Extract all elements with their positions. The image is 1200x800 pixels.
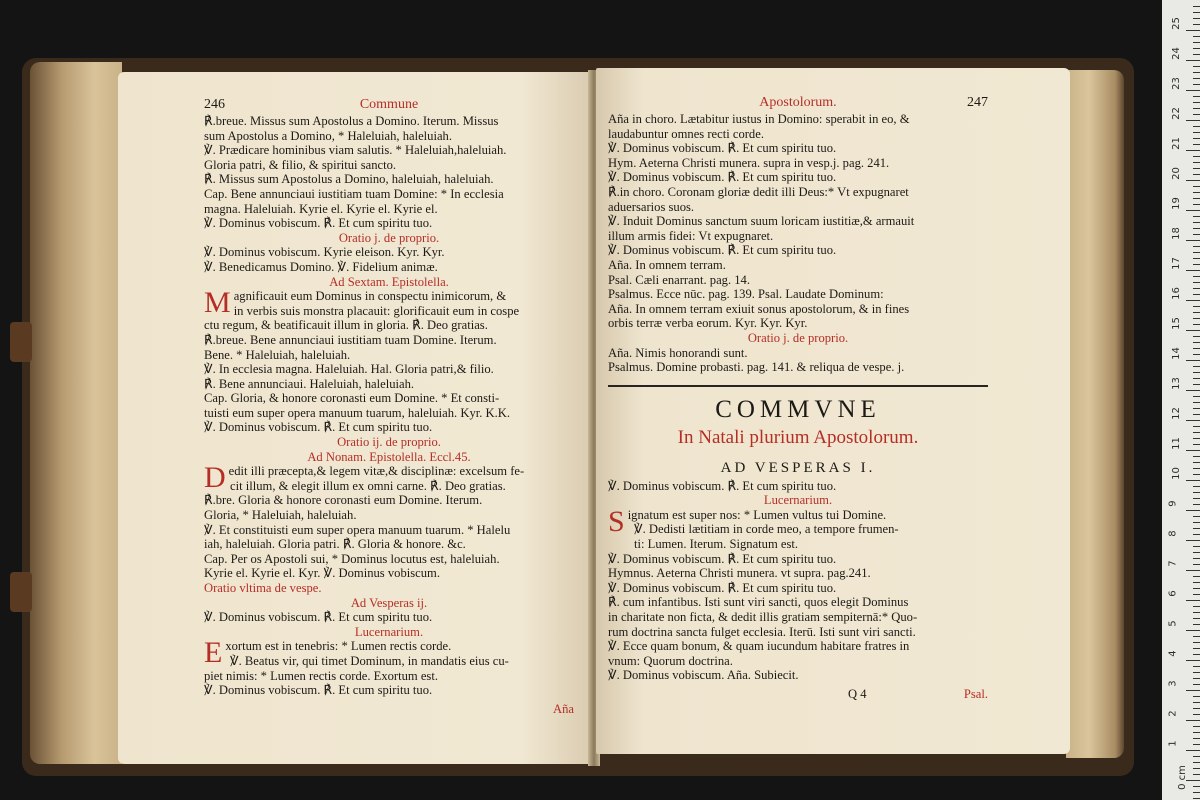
text-line: ℣. Beatus vir, qui timet Dominum, in mandatis eius cu- xyxy=(230,653,509,668)
ruler-tick xyxy=(1186,720,1200,721)
ruler-tick xyxy=(1193,414,1200,415)
ruler-tick xyxy=(1193,336,1200,337)
text-line: ℟.bre. Gloria & honore coronasti eum Domine. Iterum. xyxy=(204,493,483,508)
text-line: ℣. Dominus vobiscum. ℟. Et cum spiritu tuo. xyxy=(608,478,837,493)
text-line: ℣. Dominus vobiscum. ℟. Et cum spiritu tuo. xyxy=(204,420,433,435)
ruler-tick xyxy=(1193,768,1200,769)
ruler-tick xyxy=(1193,156,1200,157)
ruler-tick xyxy=(1186,750,1200,751)
ruler-tick xyxy=(1186,390,1200,391)
text-line: ℣. Prædicare hominibus viam salutis. * Haleluiah,haleluiah. xyxy=(204,143,507,158)
ruler-tick xyxy=(1193,36,1200,37)
page-number: 247 xyxy=(967,95,988,110)
ruler-tick xyxy=(1193,192,1200,193)
text-line: Oratio j. de proprio. xyxy=(747,330,849,345)
ruler-tick xyxy=(1193,606,1200,607)
ruler-tick xyxy=(1193,642,1200,643)
ruler-tick xyxy=(1193,594,1200,595)
ruler-tick xyxy=(1193,684,1200,685)
text-line: Ad Vesperas ij. xyxy=(350,595,428,610)
ruler-tick xyxy=(1193,108,1200,109)
ruler-label: 1 xyxy=(1167,740,1179,747)
left-text-block xyxy=(204,114,574,698)
ruler-tick xyxy=(1193,708,1200,709)
ruler-label: 3 xyxy=(1167,680,1179,687)
ruler-tick xyxy=(1186,630,1200,631)
ruler-tick xyxy=(1193,72,1200,73)
ruler-tick xyxy=(1193,756,1200,757)
ruler-tick xyxy=(1186,30,1200,31)
text-line: illum armis fidei: Vt expugnaret. xyxy=(608,228,774,243)
ruler-tick xyxy=(1193,534,1200,535)
ruler-tick xyxy=(1193,576,1200,577)
ruler-label: 12 xyxy=(1170,407,1182,420)
ruler-tick xyxy=(1193,384,1200,385)
ruler-tick xyxy=(1193,84,1200,85)
ruler-tick xyxy=(1186,600,1200,601)
ruler-tick xyxy=(1193,456,1200,457)
ruler-tick xyxy=(1186,780,1200,781)
ruler-tick xyxy=(1193,396,1200,397)
text-line: ℣. Induit Dominus sanctum suum loricam iustitiæ,& armauit xyxy=(608,214,915,229)
text-line: iah, haleluiah. Gloria patri. ℟. Gloria & honore. &c. xyxy=(204,537,466,552)
ruler-label: 9 xyxy=(1167,500,1179,507)
text-line: Oratio j. de proprio. xyxy=(338,230,440,245)
ruler-tick xyxy=(1193,348,1200,349)
text-line: orbis terræ verba eorum. Kyr. Kyr. Kyr. xyxy=(608,316,808,331)
ruler-tick xyxy=(1193,486,1200,487)
ruler-tick xyxy=(1193,276,1200,277)
text-line: ℣. Dominus vobiscum. ℟. Et cum spiritu tuo. xyxy=(608,580,837,595)
ruler-tick xyxy=(1186,150,1200,151)
ruler-tick xyxy=(1193,702,1200,703)
ruler-tick xyxy=(1193,372,1200,373)
ruler-tick xyxy=(1193,54,1200,55)
ruler-tick xyxy=(1193,726,1200,727)
text-line: ℣. Ecce quam bonum, & quam iucundum habitare fratres in xyxy=(608,639,910,654)
text-line: ℣. Dominus vobiscum. ℟. Et cum spiritu tuo. xyxy=(608,551,837,566)
right-page-footer xyxy=(608,687,988,705)
ruler-label: 10 xyxy=(1170,467,1182,480)
ruler-label: 22 xyxy=(1170,107,1182,120)
section-subtitle: In Natali plurium Apostolorum. xyxy=(677,426,919,448)
text-line: Aña. In omnem terram exiuit sonus apostolorum, & in fines xyxy=(608,301,910,316)
ruler-label: 20 xyxy=(1170,167,1182,180)
ruler-tick xyxy=(1193,228,1200,229)
ruler-tick xyxy=(1193,426,1200,427)
text-line: Aña. In omnem terram. xyxy=(608,257,726,272)
ruler-tick xyxy=(1193,618,1200,619)
text-line: Psal. Cæli enarrant. pag. 14. xyxy=(608,272,751,287)
text-line: Gloria patri, & filio, & spiritui sancto. xyxy=(204,157,397,172)
text-line: Aña. Nimis honorandi sunt. xyxy=(608,345,748,360)
ruler-label: 8 xyxy=(1167,530,1179,537)
ruler-tick xyxy=(1193,546,1200,547)
ruler-tick xyxy=(1193,558,1200,559)
ruler-tick xyxy=(1193,666,1200,667)
text-line: ℣. In ecclesia magna. Haleluiah. Hal. Gloria patri,& filio. xyxy=(204,362,494,377)
left-page xyxy=(118,72,592,764)
text-line: ℟.in choro. Coronam gloriæ dedit illi Deus:* Vt expugnaret xyxy=(608,184,909,199)
ruler-tick xyxy=(1193,588,1200,589)
ruler-tick xyxy=(1186,330,1200,331)
ruler-tick xyxy=(1193,126,1200,127)
ruler-tick xyxy=(1193,222,1200,223)
text-line: Kyrie el. Kyrie el. Kyr. ℣. Dominus vobiscum. xyxy=(204,566,440,581)
drop-capital: S xyxy=(608,504,625,538)
text-line: ℟. cum infantibus. Isti sunt viri sancti, quos elegit Dominus xyxy=(608,595,909,610)
text-line: vnum: Quorum doctrina. xyxy=(608,653,733,668)
ruler-tick xyxy=(1193,474,1200,475)
text-line: ℣. Dominus vobiscum. ℟. Et cum spiritu tuo. xyxy=(608,243,837,258)
ruler-label: 17 xyxy=(1170,257,1182,270)
ruler-tick xyxy=(1193,204,1200,205)
text-line-body: agnificauit eum Dominus in conspectu inimicorum, & xyxy=(233,289,507,304)
text-line: Cap. Per os Apostoli sui, * Dominus locutus est, haleluiah. xyxy=(204,551,500,566)
ruler-tick xyxy=(1186,120,1200,121)
left-page-header xyxy=(204,98,574,114)
ruler-label: 14 xyxy=(1170,347,1182,360)
text-line: Cap. Bene annunciaui iustitiam tuam Domine: * In ecclesia xyxy=(204,186,504,201)
ruler-tick xyxy=(1193,114,1200,115)
ruler-tick xyxy=(1193,762,1200,763)
ruler-tick xyxy=(1193,378,1200,379)
ruler-tick xyxy=(1186,420,1200,421)
ruler-tick xyxy=(1193,6,1200,7)
ruler-tick xyxy=(1193,246,1200,247)
text-line: laudabuntur omnes recti corde. xyxy=(608,126,764,141)
text-line: Lucernarium. xyxy=(763,493,833,508)
ruler-tick xyxy=(1193,522,1200,523)
ruler-tick xyxy=(1193,288,1200,289)
ruler-tick xyxy=(1193,624,1200,625)
text-line: ℣. Dominus vobiscum. ℟. Et cum spiritu tuo. xyxy=(608,170,837,185)
ruler-tick xyxy=(1193,144,1200,145)
ruler-tick xyxy=(1193,312,1200,313)
drop-capital: D xyxy=(204,461,226,495)
text-line: ℣. Et constituisti eum super opera manuum tuarum. * Halelu xyxy=(204,522,511,537)
ruler-tick xyxy=(1193,12,1200,13)
ruler-unit-label: 0 cm xyxy=(1176,765,1188,790)
ruler-tick xyxy=(1186,360,1200,361)
text-line: cit illum, & elegit illum ex omni carne. ℟. Deo gratias. xyxy=(230,478,506,493)
ruler-tick xyxy=(1193,612,1200,613)
ruler-tick xyxy=(1186,690,1200,691)
text-line: Aña in choro. Lætabitur iustus in Domino: sperabit in eo, & xyxy=(608,112,910,126)
measurement-ruler xyxy=(1162,0,1200,800)
right-text-block-top xyxy=(608,112,988,375)
ruler-label: 23 xyxy=(1170,77,1182,90)
ruler-label: 18 xyxy=(1170,227,1182,240)
text-line: Psalmus. Domine probasti. pag. 141. & reliqua de vespe. j. xyxy=(608,360,905,375)
section-rule xyxy=(608,385,988,387)
ruler-label: 6 xyxy=(1167,590,1179,597)
ruler-label: 7 xyxy=(1167,560,1179,567)
ruler-tick xyxy=(1193,132,1200,133)
drop-capital: E xyxy=(204,636,223,670)
ruler-tick xyxy=(1193,774,1200,775)
text-line: Cap. Gloria, & honore coronasti eum Domine. * Et consti- xyxy=(204,391,500,406)
ruler-tick xyxy=(1193,402,1200,403)
text-line: in charitate non ficta, & dedit illis gratiam sempiternā:* Quo- xyxy=(608,610,918,625)
ruler-tick xyxy=(1193,66,1200,67)
ruler-tick xyxy=(1193,792,1200,793)
ruler-tick xyxy=(1186,300,1200,301)
section-office-heading: AD VESPERAS I. xyxy=(720,459,876,476)
text-line: piet nimis: * Lumen rectis corde. Exortum est. xyxy=(204,668,438,683)
ruler-tick xyxy=(1193,48,1200,49)
ruler-tick xyxy=(1193,258,1200,259)
ruler-tick xyxy=(1193,468,1200,469)
ruler-tick xyxy=(1186,180,1200,181)
ruler-tick xyxy=(1186,270,1200,271)
text-line: ℟. Missus sum Apostolus a Domino, haleluiah, haleluiah. xyxy=(204,172,494,187)
text-line: ℣. Benedicamus Domino. ℣. Fidelium animæ. xyxy=(204,259,438,274)
text-line: sum Apostolus a Domino, * Haleluiah, haleluiah. xyxy=(204,128,452,143)
right-page xyxy=(596,68,1070,754)
ruler-tick xyxy=(1193,162,1200,163)
text-line: ti: Lumen. Iterum. Signatum est. xyxy=(634,537,799,552)
text-line: in verbis suis monstra placauit: glorificauit eum in cospe xyxy=(233,303,520,318)
text-line: rum doctrina sancta fulget ecclesia. Iterū. Isti sunt viri sancti. xyxy=(608,624,916,639)
ruler-tick xyxy=(1193,324,1200,325)
drop-capital: M xyxy=(204,286,231,320)
ruler-tick xyxy=(1193,318,1200,319)
text-line-body: ignatum est super nos: * Lumen vultus tui Domine. xyxy=(627,507,887,522)
text-line: Bene. * Haleluiah, haleluiah. xyxy=(204,347,351,362)
text-line: aduersarios suos. xyxy=(608,199,695,214)
ruler-label: 5 xyxy=(1167,620,1179,627)
ruler-tick xyxy=(1193,636,1200,637)
catchword: Psal. xyxy=(963,687,988,701)
text-line: ℣. Dominus vobiscum. Aña. Subiecit. xyxy=(608,668,799,683)
ruler-tick xyxy=(1186,240,1200,241)
ruler-tick xyxy=(1193,462,1200,463)
text-line-body: xortum est in tenebris: * Lumen rectis corde. xyxy=(225,639,452,654)
ruler-tick xyxy=(1193,96,1200,97)
ruler-tick xyxy=(1193,444,1200,445)
text-line: Ad Sextam. Epistolella. xyxy=(329,274,449,289)
ruler-tick xyxy=(1186,570,1200,571)
section-title: COMMVNE xyxy=(715,395,881,423)
text-line: Lucernarium. xyxy=(354,624,424,639)
ruler-tick xyxy=(1193,102,1200,103)
ruler-label: 2 xyxy=(1167,710,1179,717)
ruler-tick xyxy=(1186,540,1200,541)
ruler-tick xyxy=(1186,90,1200,91)
left-page-edges xyxy=(30,62,122,764)
text-line: ℣. Dominus vobiscum. ℟. Et cum spiritu tuo. xyxy=(204,683,433,698)
ruler-tick xyxy=(1193,504,1200,505)
ruler-tick xyxy=(1186,210,1200,211)
running-head: Apostolorum. xyxy=(759,95,837,110)
ruler-tick xyxy=(1193,408,1200,409)
text-line: tuisti eum super opera manuum tuarum, haleluiah. Kyr. K.K. xyxy=(204,405,511,420)
ruler-tick xyxy=(1193,168,1200,169)
text-line: ℣. Dominus vobiscum. ℟. Et cum spiritu tuo. xyxy=(204,216,433,231)
ruler-tick xyxy=(1193,234,1200,235)
ruler-tick xyxy=(1193,438,1200,439)
ruler-label: 21 xyxy=(1170,137,1182,150)
text-line: ℟. Bene annunciaui. Haleluiah, haleluiah. xyxy=(204,376,415,391)
left-page-footer xyxy=(204,702,574,720)
ruler-label: 13 xyxy=(1170,377,1182,390)
ruler-tick xyxy=(1186,450,1200,451)
ruler-tick xyxy=(1193,24,1200,25)
text-line: Hym. Aeterna Christi munera. supra in vesp.j. pag. 241. xyxy=(608,155,890,170)
text-line: Gloria, * Haleluiah, haleluiah. xyxy=(204,508,357,523)
text-line: ℟.breue. Bene annunciaui iustitiam tuam Domine. Iterum. xyxy=(204,332,497,347)
text-line: Hymnus. Aeterna Christi munera. vt supra. pag.241. xyxy=(608,566,871,581)
ruler-tick xyxy=(1186,660,1200,661)
ruler-tick xyxy=(1193,732,1200,733)
ruler-tick xyxy=(1193,696,1200,697)
running-head: Commune xyxy=(359,97,419,112)
ruler-label: 24 xyxy=(1170,47,1182,60)
ruler-tick xyxy=(1193,354,1200,355)
page-number: 246 xyxy=(204,97,225,112)
ruler-tick xyxy=(1193,798,1200,799)
text-line: Oratio vltima de vespe. xyxy=(204,581,322,595)
ruler-tick xyxy=(1193,564,1200,565)
text-line: ℟.breue. Missus sum Apostolus a Domino. Iterum. Missus xyxy=(204,114,499,128)
ruler-tick xyxy=(1193,654,1200,655)
ruler-tick xyxy=(1193,294,1200,295)
ruler-tick xyxy=(1193,492,1200,493)
text-line: Psalmus. Ecce nūc. pag. 139. Psal. Laudate Dominum: xyxy=(608,287,884,302)
ruler-label: 25 xyxy=(1170,17,1182,30)
ruler-tick xyxy=(1193,138,1200,139)
text-line: Oratio ij. de proprio. xyxy=(337,435,441,450)
ruler-tick xyxy=(1193,252,1200,253)
ruler-tick xyxy=(1193,582,1200,583)
clasp-tab-lower xyxy=(10,572,32,612)
ruler-label: 15 xyxy=(1170,317,1182,330)
ruler-tick xyxy=(1193,528,1200,529)
ruler-tick xyxy=(1193,306,1200,307)
ruler-tick xyxy=(1193,198,1200,199)
ruler-tick xyxy=(1193,42,1200,43)
text-line: ℣. Dominus vobiscum. ℟. Et cum spiritu tuo. xyxy=(204,610,433,625)
ruler-tick xyxy=(1193,786,1200,787)
text-line: ℣. Dedisti lætitiam in corde meo, a tempore frumen- xyxy=(634,522,899,537)
text-line: Ad Nonam. Epistolella. Eccl.45. xyxy=(307,449,471,464)
ruler-label: 16 xyxy=(1170,287,1182,300)
ruler-tick xyxy=(1193,18,1200,19)
ruler-tick xyxy=(1193,282,1200,283)
ruler-tick xyxy=(1186,510,1200,511)
catchword: Aña xyxy=(553,701,574,716)
ruler-tick xyxy=(1193,186,1200,187)
ruler-tick xyxy=(1193,738,1200,739)
ruler-tick xyxy=(1193,744,1200,745)
text-line: ℣. Dominus vobiscum. Kyrie eleison. Kyr. Kyr. xyxy=(204,245,445,260)
ruler-tick xyxy=(1193,264,1200,265)
ruler-label: 19 xyxy=(1170,197,1182,210)
ruler-tick xyxy=(1193,342,1200,343)
ruler-tick xyxy=(1193,672,1200,673)
ruler-tick xyxy=(1193,714,1200,715)
right-text-block-bottom xyxy=(608,479,988,683)
text-line: magna. Haleluiah. Kyrie el. Kyrie el. Kyrie el. xyxy=(204,201,438,216)
text-line: ℣. Dominus vobiscum. ℟. Et cum spiritu tuo. xyxy=(608,141,837,156)
right-page-header xyxy=(608,96,988,112)
ruler-tick xyxy=(1193,216,1200,217)
ruler-tick xyxy=(1186,480,1200,481)
text-line: ctu regum, & beatificauit illum in gloria. ℟. Deo gratias. xyxy=(204,318,488,333)
ruler-tick xyxy=(1193,78,1200,79)
ruler-tick xyxy=(1193,174,1200,175)
ruler-label: 11 xyxy=(1170,437,1182,450)
ruler-label: 4 xyxy=(1167,650,1179,657)
signature-mark: Q 4 xyxy=(848,687,867,701)
ruler-tick xyxy=(1193,516,1200,517)
text-line-body: edit illi præcepta,& legem vitæ,& disciplinæ: excelsum fe- xyxy=(228,464,525,479)
ruler-tick xyxy=(1193,678,1200,679)
clasp-tab-upper xyxy=(10,322,32,362)
ruler-tick xyxy=(1193,366,1200,367)
ruler-tick xyxy=(1193,648,1200,649)
ruler-tick xyxy=(1193,552,1200,553)
ruler-tick xyxy=(1193,498,1200,499)
ruler-tick xyxy=(1193,432,1200,433)
ruler-tick xyxy=(1186,60,1200,61)
right-page-edges xyxy=(1066,70,1124,758)
